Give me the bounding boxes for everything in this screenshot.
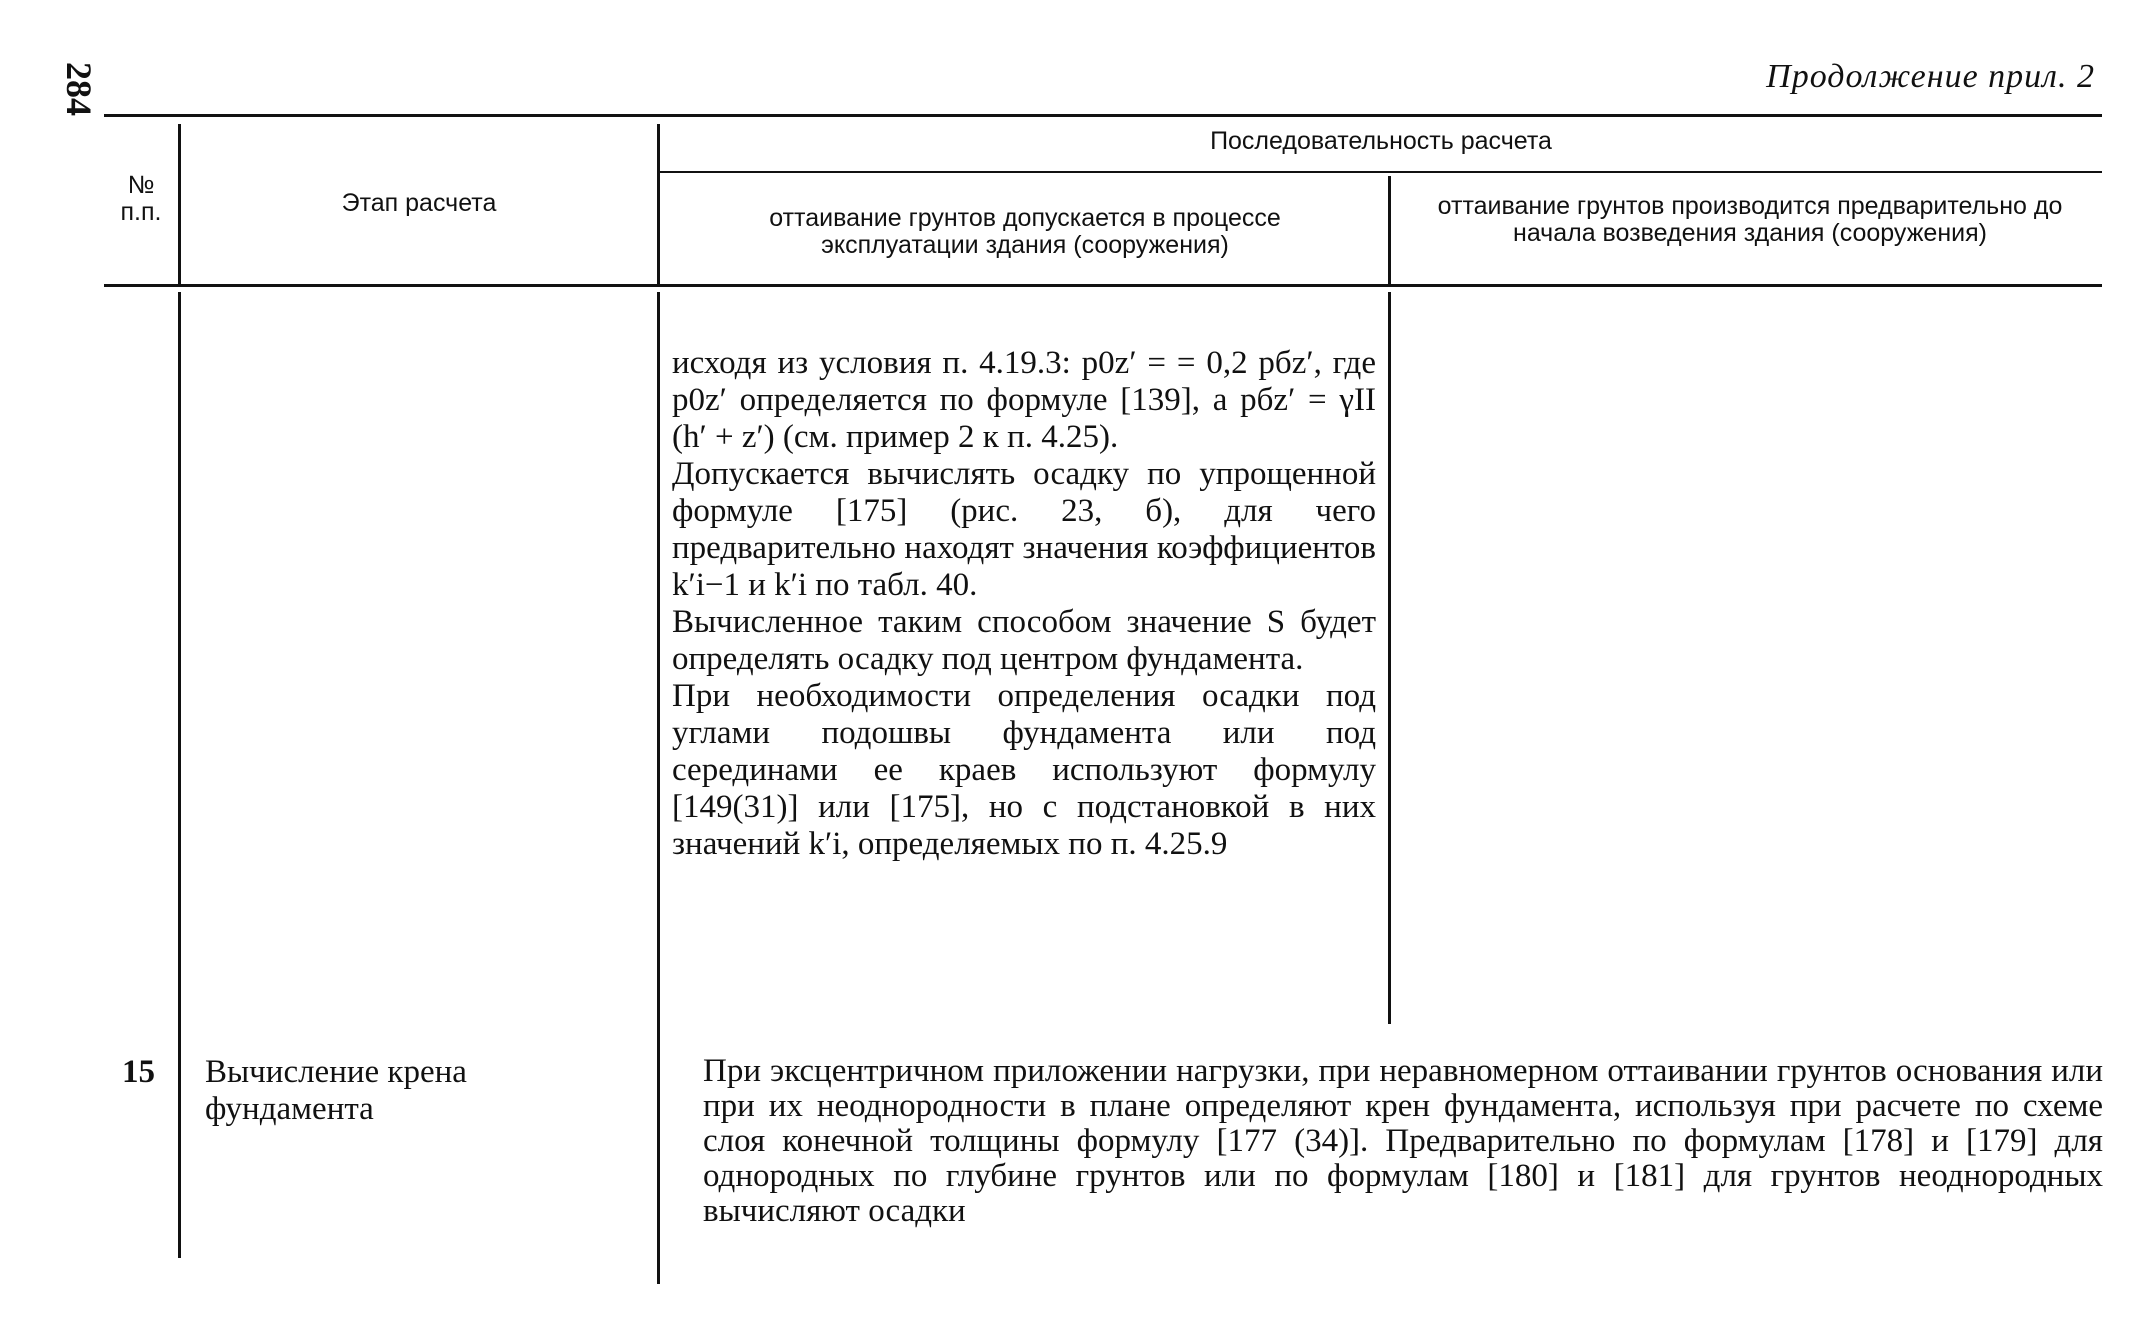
header-stage xyxy=(181,190,657,217)
row15-number: 15 xyxy=(122,1054,155,1090)
col-divider-3 xyxy=(1388,176,1391,284)
running-head: Продолжение прил. 2 xyxy=(1766,58,2095,95)
continued-cell xyxy=(672,345,1376,863)
subheader-rule xyxy=(660,171,2102,173)
header-before-construction-label: оттаивание грунтов производится предварительно до начала возведения здания (сооружения) xyxy=(1437,192,2063,247)
continued-paragraph-3: Вычисленное таким способом значение S будет определять осадку под центром фундамента. xyxy=(672,604,1376,677)
col-divider-3-body xyxy=(1388,292,1391,1024)
header-sequence-label: Последовательность расчета xyxy=(1210,127,1552,155)
table-top-rule xyxy=(104,114,2102,117)
header-during-operation-label: оттаивание грунтов допускается в процессе эксплуатации здания (сооружения) xyxy=(769,204,1281,259)
header-stage-label: Этап расчета xyxy=(341,189,497,217)
header-num-label: № п.п. xyxy=(120,171,162,226)
continued-paragraph-2: Допускается вычислять осадку по упрощенной формуле [175] (рис. 23, б), для чего предварительно находят значения коэффициентов k′i−1 и k′i по табл. 40. xyxy=(672,456,1376,603)
col-divider-2-body xyxy=(657,292,660,1284)
header-bottom-rule xyxy=(104,284,2102,287)
row15-paragraph: При эксцентричном приложении нагрузки, при неравномерном оттаивании грунтов основания или при их неоднородности в плане определяют крен фундамента, используя при расчете по схеме слоя конечной толщины формулу [177 (34)]. Предварительно по формулам [178] и [179] для однородных по глубине грунтов или по формулам [180] и [181] для грунтов неоднородных вычисляют осадки xyxy=(703,1053,2103,1229)
continued-paragraph-1: исходя из условия п. 4.19.3: p0z′ = = 0,2 pбz′, где p0z′ определяется по формуле [139], а pбz′ = γII (h′ + z′) (см. пример 2 к п. 4.25). xyxy=(672,345,1376,455)
continued-paragraph-4: При необходимости определения осадки под углами подошвы фундамента или под серединами ее краев используют формулу [149(31)] или [175], но с подстановкой в них значений k′i, определяемых по п. 4.25.9 xyxy=(672,678,1376,862)
col-divider-1-body xyxy=(178,292,181,1258)
header-num xyxy=(104,172,178,226)
row15-text xyxy=(703,1054,2103,1229)
row15-stage: Вычисление крена фундамента xyxy=(205,1054,467,1127)
header-before-construction xyxy=(1420,193,2080,247)
header-sequence xyxy=(660,128,2102,155)
header-during-operation xyxy=(690,205,1360,259)
page-number: 284 xyxy=(59,62,99,116)
